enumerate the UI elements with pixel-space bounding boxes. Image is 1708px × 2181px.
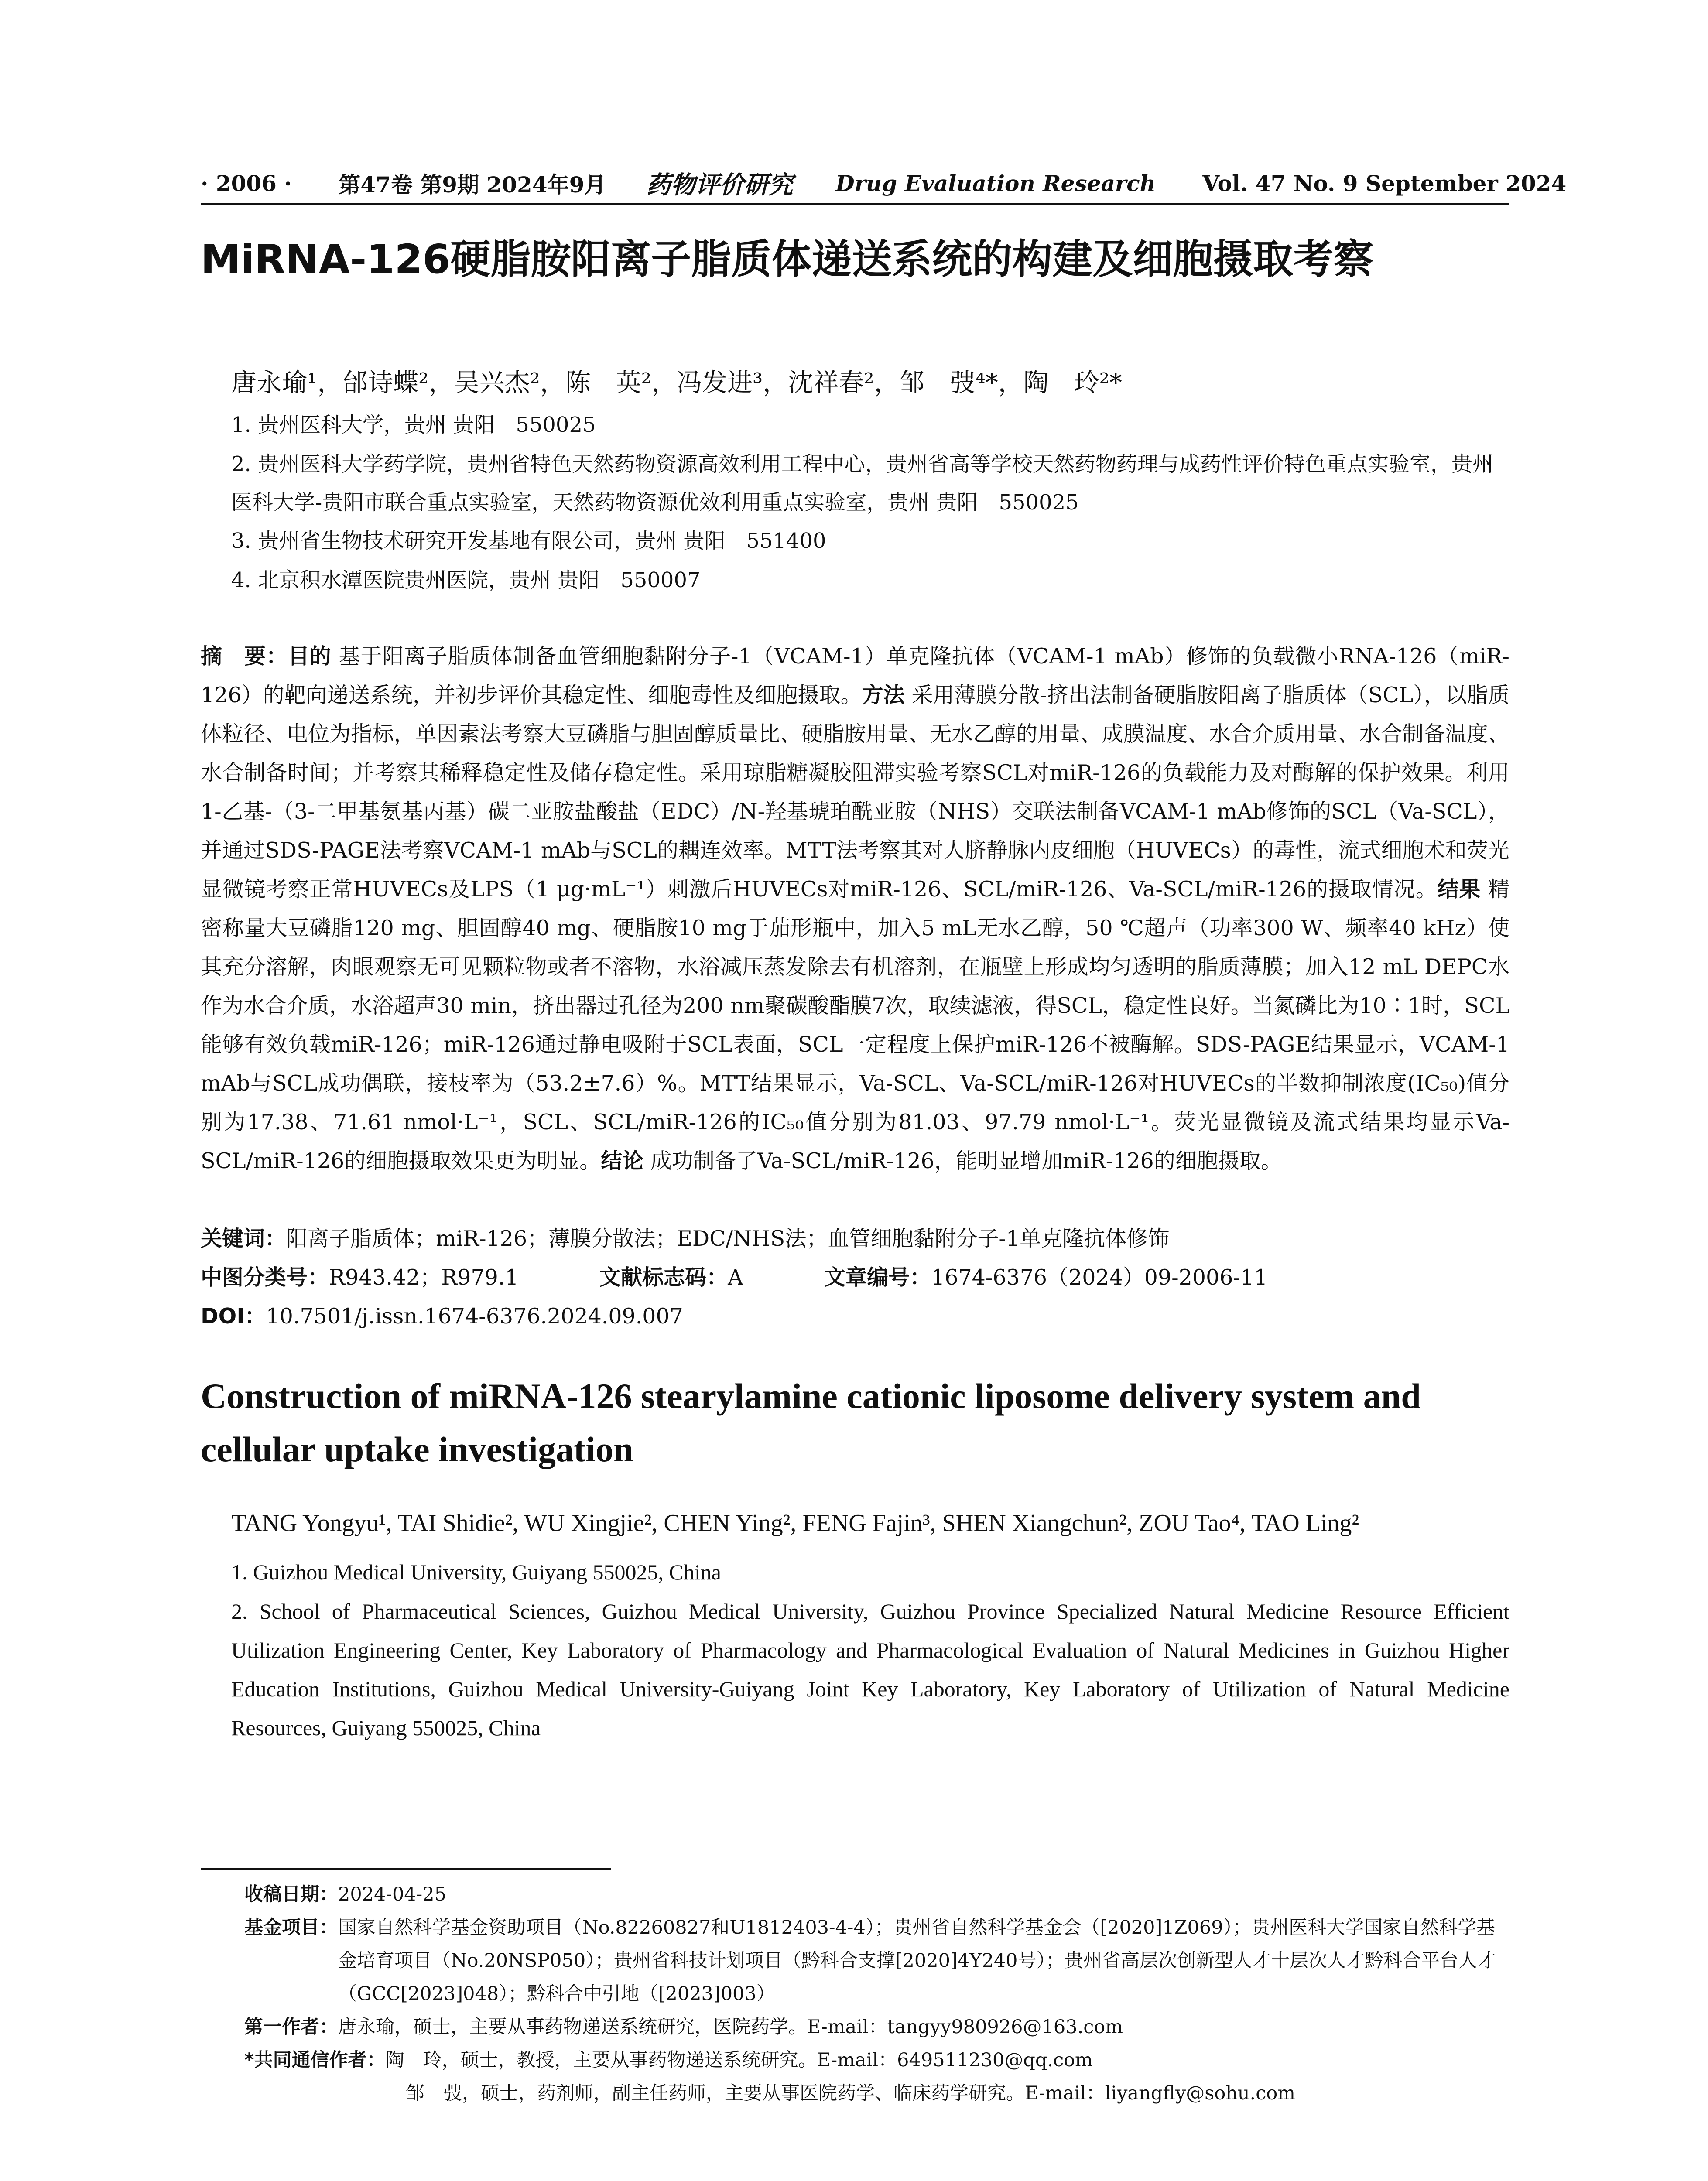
conclusion-label: 结论 <box>601 1149 644 1173</box>
clc-label: 中图分类号： <box>201 1265 329 1290</box>
first-author-value: 唐永瑜，硕士，主要从事药物递送系统研究，医院药学。E-mail：tangyy980926@163.com <box>338 2016 1123 2038</box>
fund-value: 国家自然科学基金资助项目（No.82260827和U1812403-4-4）；贵州省自然科学基金会（[2020]1Z069）；贵州医科大学国家自然科学基金培育项目（No.20NSP050）；贵州省科技计划项目（黔科合支撑[2020]4Y240号）；贵州省高层次创新型人才十层次人才黔科合平台人才（GCC[2023]048）；黔科合中引地（[2023]003） <box>338 1917 1496 2005</box>
keywords <box>201 1219 1509 1258</box>
doc-code-value: A <box>728 1265 743 1290</box>
abstract-label: 摘 要： <box>201 644 288 669</box>
objective-label: 目的 <box>288 644 332 669</box>
corresponding-author <box>244 2044 1509 2077</box>
affiliation-en-2: 2. School of Pharmaceutical Sciences, Guizhou Medical University, Guizhou Province Specialized Natural Medicine Resource Efficient Utilization Engineering Center, Key Laboratory of Pharmacology and Pharmacological Evaluation of Natural Medicines in Guizhou Higher Education Institutions, Guizhou Medical University-Guiyang Joint Key Laboratory, Key Laboratory of Utilization of Natural Medicine Resources, Guiyang 550025, China <box>231 1599 1509 1740</box>
affiliation-cn-4: 4. 北京积水潭医院贵州医院，贵州 贵阳 550007 <box>231 568 701 592</box>
fund-info <box>244 1911 1509 2010</box>
classification <box>201 1258 1509 1297</box>
doi-value: 10.7501/j.issn.1674-6376.2024.09.007 <box>266 1304 683 1329</box>
issue-en: Vol. 47 No. 9 September 2024 <box>1202 170 1567 196</box>
received-date <box>244 1878 1509 1911</box>
article-no-label: 文章编号： <box>824 1265 931 1290</box>
received-label: 收稿日期： <box>244 1884 338 1905</box>
doc-code-label: 文献标志码： <box>599 1265 728 1290</box>
journal-name-en: Drug Evaluation Research <box>835 170 1156 196</box>
doi <box>201 1297 1509 1336</box>
fund-label: 基金项目： <box>244 1917 338 1938</box>
affiliation-cn-2: 2. 贵州医科大学药学院，贵州省特色天然药物资源高效利用工程中心，贵州省高等学校天然药物药理与成药性评价特色重点实验室，贵州医科大学-贵阳市联合重点实验室，天然药物资源优效利用重点实验室，贵州 贵阳 550025 <box>231 452 1494 515</box>
header-rule <box>201 203 1509 205</box>
running-header <box>201 166 1567 201</box>
methods-text: 采用薄膜分散-挤出法制备硬脂胺阳离子脂质体（SCL），以脂质体粒径、电位为指标，单因素法考察大豆磷脂与胆固醇质量比、硬脂胺用量、无水乙醇的用量、成膜温度、水合介质用量、水合制备温度、水合制备时间；并考察其稀释稳定性及储存稳定性。采用琼脂糖凝胶阻滞实验考察SCL对miR-126的负载能力及对酶解的保护效果。利用1-乙基-（3-二甲基氨基丙基）碳二亚胺盐酸盐（EDC）/N-羟基琥珀酰亚胺（NHS）交联法制备VCAM-1 mAb修饰的SCL（Va-SCL），并通过SDS-PAGE法考察VCAM-1 mAb与SCL的耦连效率。MTT法考察其对人脐静脉内皮细胞（HUVECs）的毒性，流式细胞术和荧光显微镜考察正常HUVECs及LPS（1 μg·mL⁻¹）刺激后HUVECs对miR-126、SCL/miR-126、Va-SCL/miR-126的摄取情况。 <box>201 683 1509 902</box>
affiliation-cn-3: 3. 贵州省生物技术研究开发基地有限公司，贵州 贵阳 551400 <box>231 529 826 553</box>
received-value: 2024-04-25 <box>338 1884 446 1905</box>
title-cn: MiRNA-126硬脂胺阳离子脂质体递送系统的构建及细胞摄取考察 <box>201 236 1374 283</box>
page-number: · 2006 · <box>201 170 292 196</box>
journal-logo: 药物评价研究 <box>646 171 793 199</box>
methods-label: 方法 <box>862 683 905 708</box>
title-en: Construction of miRNA-126 stearylamine cationic liposome delivery system and cellular uptake investigation <box>201 1376 1421 1469</box>
keywords-label: 关键词： <box>201 1226 287 1251</box>
corresponding-label: *共同通信作者： <box>244 2049 386 2071</box>
conclusion-text: 成功制备了Va-SCL/miR-126，能明显增加miR-126的细胞摄取。 <box>650 1149 1282 1173</box>
keywords-text: 阳离子脂质体；miR-126；薄膜分散法；EDC/NHS法；血管细胞黏附分子-1单克隆抗体修饰 <box>286 1226 1170 1251</box>
results-label: 结果 <box>1437 877 1481 902</box>
issue-cn: 第47卷 第9期 2024年9月 <box>339 172 606 198</box>
article-no-value: 1674-6376（2024）09-2006-11 <box>931 1265 1268 1290</box>
clc-value: R943.42；R979.1 <box>329 1265 519 1290</box>
footnote-rule <box>201 1868 611 1870</box>
affiliation-en-1: 1. Guizhou Medical University, Guiyang 550025, China <box>231 1560 721 1584</box>
affiliation-cn-1: 1. 贵州医科大学，贵州 贵阳 550025 <box>231 413 596 437</box>
authors-en: TANG Yongyu¹, TAI Shidie², WU Xingjie², CHEN Ying², FENG Fajin³, SHEN Xiangchun², ZOU Tao⁴, TAO Ling² <box>231 1510 1359 1537</box>
doi-label: DOI： <box>201 1304 266 1329</box>
corresponding-2: 邹 弢，硕士，药剂师，副主任药师，主要从事医院药学、临床药学研究。E-mail：liyangfly@sohu.com <box>406 2082 1296 2104</box>
first-author <box>244 2010 1509 2044</box>
objective-text: 基于阳离子脂质体制备血管细胞黏附分子-1（VCAM-1）单克隆抗体（VCAM-1 mAb）修饰的负载微小RNA-126（miR-126）的靶向递送系统，并初步评价其稳定性、细胞毒性及细胞摄取。 <box>201 644 1509 708</box>
abstract <box>201 637 1509 1180</box>
corresponding-1: 陶 玲，硕士，教授，主要从事药物递送系统研究。E-mail：649511230@qq.com <box>385 2049 1093 2071</box>
footnotes <box>244 1878 1509 2110</box>
results-text: 精密称量大豆磷脂120 mg、胆固醇40 mg、硬脂胺10 mg于茄形瓶中，加入5 mL无水乙醇，50 ℃超声（功率300 W、频率40 kHz）使其充分溶解，肉眼观察无可见颗粒物或者不溶物，水浴减压蒸发除去有机溶剂，在瓶壁上形成均匀透明的脂质薄膜；加入12 mL DEPC水作为水合介质，水浴超声30 min，挤出器过孔径为200 nm聚碳酸酯膜7次，取续滤液，得SCL，稳定性良好。当氮磷比为10∶1时，SCL能够有效负载miR-126；miR-126通过静电吸附于SCL表面，SCL一定程度上保护miR-126不被酶解。SDS-PAGE结果显示，VCAM-1 mAb与SCL成功偶联，接枝率为（53.2±7.6）%。MTT结果显示，Va-SCL、Va-SCL/miR-126对HUVECs的半数抑制浓度(IC₅₀)值分别为17.38、71.61 nmol·L⁻¹，SCL、SCL/miR-126的IC₅₀值分别为81.03、97.79 nmol·L⁻¹。荧光显微镜及流式结果均显示Va-SCL/miR-126的细胞摄取效果更为明显。 <box>201 877 1509 1173</box>
authors-cn: 唐永瑜¹，邰诗蝶²，吴兴杰²，陈 英²，冯发进³，沈祥春²，邹 弢⁴*，陶 玲²* <box>231 368 1123 397</box>
first-author-label: 第一作者： <box>244 2016 338 2038</box>
